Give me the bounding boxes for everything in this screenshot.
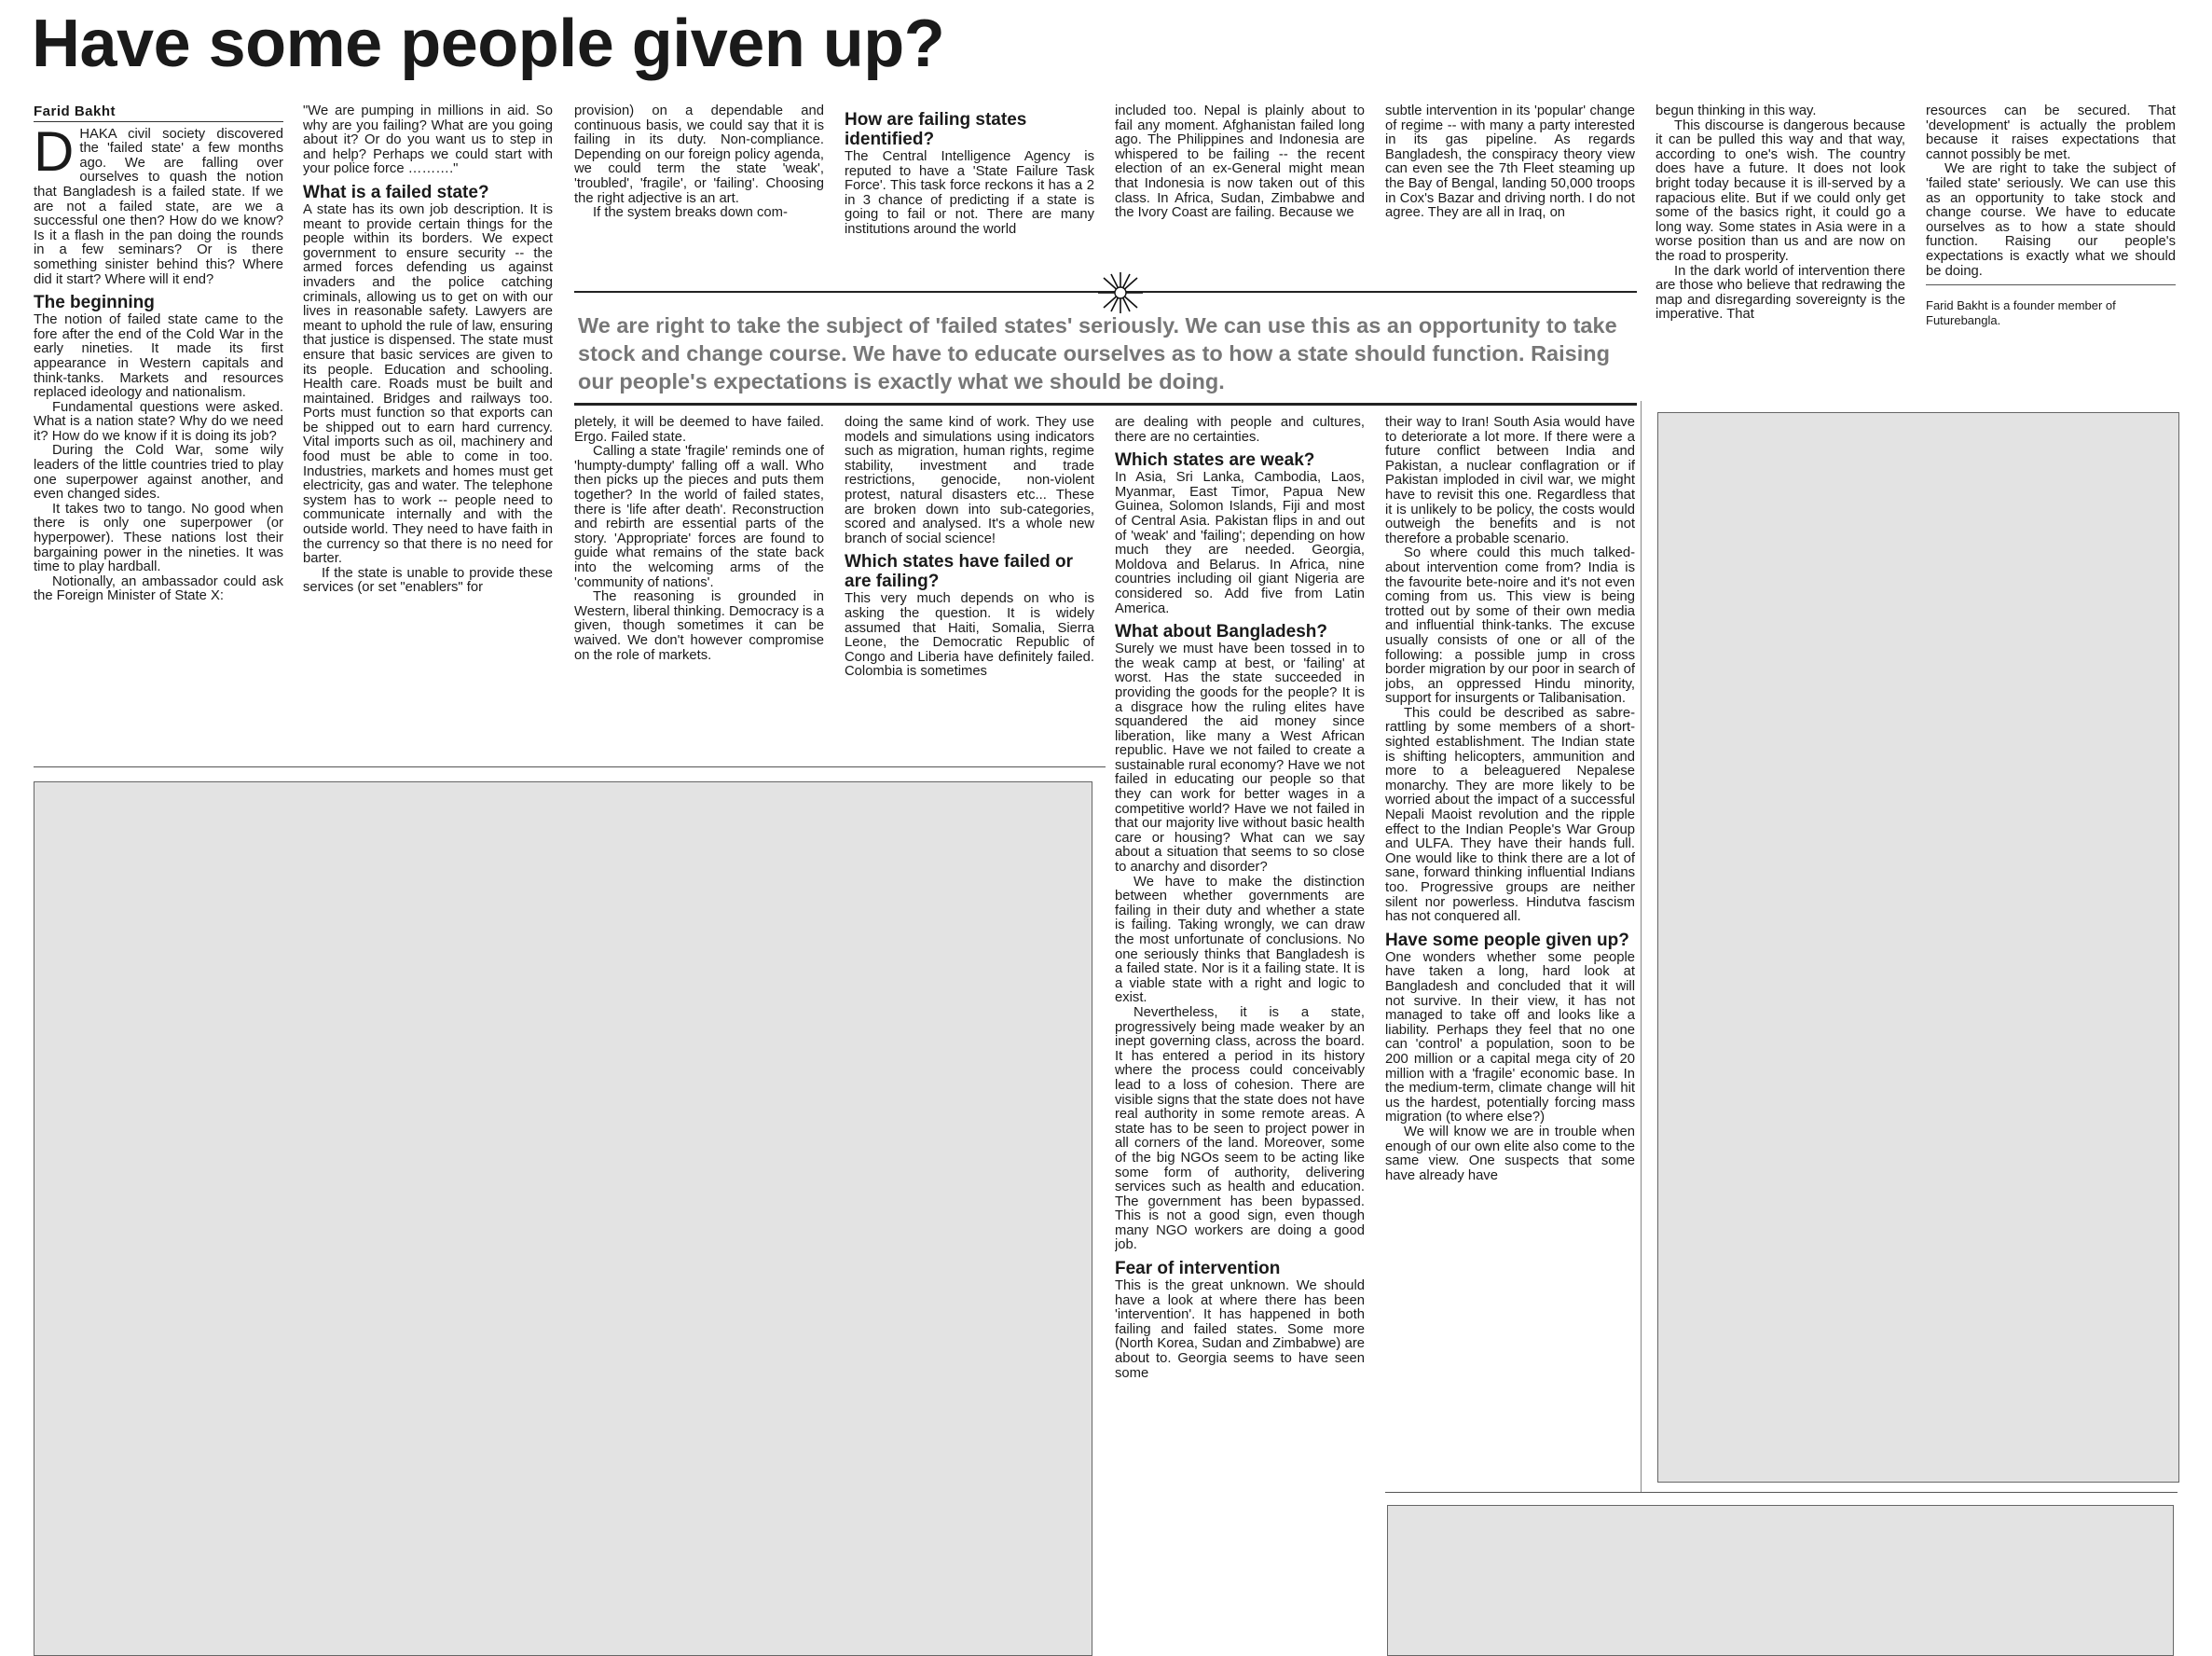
column-divider <box>1641 401 1642 1492</box>
paragraph: The Central Intelligence Agency is reputed to have a 'State Failure Task Force'. This task force reckons it has a 2 in 3 chance of predicting if a state is going to fail or not. There are many institutions around the world <box>845 149 1094 237</box>
paragraph: This very much depends on who is asking the question. It is widely assumed that Haiti, Somalia, Sierra Leone, the Democratic Republic of Congo and Liberia have definitely failed. Colombia is sometimes <box>845 591 1094 680</box>
paragraph: Fundamental questions were asked. What is a nation state? Why do we need it? How do we know if it is doing its job? <box>34 399 283 444</box>
paragraph: The notion of failed state came to the fore after the end of the Cold War in the early nineties. It made its first appearance in Western capitals and think-tanks. Markets and resources replaced ideology and nationalism. <box>34 312 283 401</box>
paragraph: In Asia, Sri Lanka, Cambodia, Laos, Myanmar, East Timor, Papua New Guinea, Solomon Islands, Fiji and most of Central Asia. Pakistan flips in and out of 'weak' and 'failing'; depending on how much they are needed. Georgia, Moldova and Belarus. In Africa, nine countries including oil giant Nigeria are considered so. Add five from Latin America. <box>1115 470 1365 616</box>
subhead: Which states are weak? <box>1115 450 1315 471</box>
subhead: What is a failed state? <box>303 182 489 202</box>
subhead: How are failing states identified? <box>845 110 1027 149</box>
paragraph: pletely, it will be deemed to have failed. Ergo. Failed state. <box>574 416 824 445</box>
paragraph: Notionally, an ambassador could ask the Foreign Minister of State X: <box>34 573 283 604</box>
image-placeholder-right <box>1657 412 2179 1483</box>
pullquote-rule-bottom <box>574 403 1637 406</box>
paragraph: Calling a state 'fragile' reminds one of 'humpty-dumpty' falling off a wall. Who then picks up the pieces and puts them together? In the world of failed states, there is 'life after death'. Reconstruction and rebirth are essential parts of the story. 'Appropriate' forces are found to guide what remains of the state back into the welcoming arms of the 'community of nations'. <box>574 444 824 590</box>
column-3-top <box>574 104 824 263</box>
paragraph: During the Cold War, some wily leaders of the little countries tried to play one superpower against another, and even changed sides. <box>34 443 283 503</box>
subhead: What about Bangladesh? <box>1115 622 1327 642</box>
paragraph: We are right to take the subject of 'failed state' seriously. We can use this as an opportunity to take stock and change course. We have to educate ourselves as to how a state should function. Raising our people's expectations is exactly what we should be doing. <box>1926 161 2176 279</box>
bottom-right-rule <box>1385 1492 2178 1493</box>
column-6-top <box>1385 104 1635 263</box>
paragraph: HAKA civil society discovered the 'failed state' a few months ago. We are falling over ourselves to quash the notion that Bangladesh is a failed state. If we are not a failed state, are we a successful one then? How do we know? Is it a flash in the pan doing the rounds in a few seminars? Or is there something sinister behind this? Where did it start? Where will it end? <box>34 126 283 287</box>
paragraph: doing the same kind of work. They use models and simulations using indicators such as migration, human rights, regime stability, investment and trade restrictions, genocide, non-violent protest, natural disasters etc... These are broken down into sub-categories, scored and analysed. It's a whole new branch of social science! <box>845 416 1094 546</box>
paragraph: are dealing with people and cultures, there are no certainties. <box>1115 416 1365 445</box>
pull-quote: We are right to take the subject of 'failed states' seriously. We can use this as an opportunity to take stock and change course. We have to educate ourselves as to how a state should function. Raising our people's expectations is exactly what we should be doing. <box>578 313 1617 393</box>
paragraph: subtle intervention in its 'popular' change of regime -- with many a party interested in its gas pipeline. As regards Bangladesh, the conspiracy theory view can even see the 7th Fleet steaming up the Bay of Bengal, landing 50,000 troops in Cox's Bazar and driving north. I do not agree. They are all in Iraq, on <box>1385 104 1635 221</box>
paragraph: The reasoning is grounded in Western, liberal thinking. Democracy is a given, though sometimes it can be waived. We don't however compromise on the role of markets. <box>574 589 824 663</box>
paragraph: This discourse is dangerous because it can be pulled this way and that way, according to one's wish. The country does have a future. It does not look bright today because it is ill-served by a rapacious elite. But if we could only get some of the basics right, it could go a long way. Some states in Asia were in a worse position than us and are now on the road to prosperity. <box>1656 117 1905 264</box>
image-placeholder-bottom <box>1387 1505 2174 1656</box>
paragraph: We will know we are in trouble when enough of our own elite also come to the same view. One suspects that some have already have <box>1385 1124 1635 1183</box>
paragraph: If the state is unable to provide these services (or set "enablers" for <box>303 565 553 596</box>
column-1 <box>34 104 283 765</box>
section-rule <box>34 766 1106 767</box>
paragraph: "We are pumping in millions in aid. So why are you failing? What are you going about it? Or do you want us to step in and help? Perhaps we could start with your police force ………." <box>303 104 553 177</box>
paragraph: This is the great unknown. We should have a look at where there has been 'intervention'. It has happened in both failing and failed states. Some more (North Korea, Sudan and Zimbabwe) are about to. Georgia seems to have seen some <box>1115 1278 1365 1381</box>
paragraph: provision) on a dependable and continuous basis, we could say that it is failing in its duty. Non-compliance. Depending on our foreign policy agenda, we could term the state 'weak', 'troubled', 'fragile', or 'failing'. Choosing the right adjective is an art. <box>574 104 824 206</box>
paragraph: Surely we must have been tossed in to the weak camp at best, or 'failing' at worst. Has the state succeeded in providing the goods for the people? It is a disgrace how the ruling elites have squandered the aid money since liberation, like many a West African republic. Have we not failed to create a sustainable rural economy? Have we not failed in educating our people so that they can work for better wages in a competitive world? Have we not failed in that our majority live without basic health care or housing? What can we say about a situation that seems to so close to anarchy and disorder? <box>1115 642 1365 876</box>
headline: Have some people given up? <box>32 7 945 81</box>
drop-cap: D <box>34 119 75 183</box>
byline: Farid Bakht <box>34 104 283 122</box>
paragraph: resources can be secured. That 'development' is actually the problem because it raises expectations that cannot possibly be met. <box>1926 104 2176 162</box>
column-5-bottom <box>1115 416 1365 1656</box>
paragraph: In the dark world of intervention there are those who believe that redrawing the map and disregarding sovereignty is the imperative. That <box>1656 263 1905 323</box>
column-5-top <box>1115 104 1365 263</box>
paragraph: A state has its own job description. It is meant to provide certain things for the people within its borders. We expect government to ensure security -- the armed forces defending us against invaders and the police catching criminals, allowing us to get on with our lives in reasonable safety. Lawyers are meant to uphold the rule of law, ensuring that justice is dispensed. The state must ensure that basic services are given to its people. Education and schooling. Health care. Roads must be built and maintained. Bridges and railways too. Ports must function so that exports can be shipped out to earn hard currency. Vital imports such as oil, machinery and food must be able to come in too. Industries, markets and homes must get electricity, gas and water. The telephone system has to work -- people need to communicate internally and with the outside world. They need to have faith in the currency so that there is no need for barter. <box>303 201 553 567</box>
column-4-bottom <box>845 416 1094 765</box>
subhead: Have some people given up? <box>1385 930 1629 950</box>
author-note: Farid Bakht is a founder member of Futurebangla. <box>1926 284 2176 328</box>
paragraph: This could be described as sabre-rattling by some members of a short-sighted establishment. The Indian state is shifting helicopters, ammunition and more to a beleaguered Nepalese monarchy. They are more likely to be worried about the impact of a successful Nepali Maoist revolution and the ripple effect to the Indian People's War Group and ULFA. They have their hands full. One would like to think there are a lot of sane, forward thinking influential Indians too. Progressive groups are neither silent nor powerless. Hindutva fascism has not conquered all. <box>1385 705 1635 925</box>
paragraph: One wonders whether some people have taken a long, hard look at Bangladesh and concluded that it will not survive. In their view, it has not managed to take off and looks like a liability. Perhaps they feel that no one can 'control' a population, soon to be 200 million or a capital mega city of 20 million with a 'fragile' economic base. In the medium-term, climate change will hit us the hardest, potentially forcing mass migration (to where else?) <box>1385 949 1635 1125</box>
column-4-top <box>845 104 1094 263</box>
column-3-bottom <box>574 416 824 765</box>
column-8 <box>1926 104 2176 393</box>
image-placeholder-left <box>34 781 1092 1656</box>
paragraph: It takes two to tango. No good when there is only one superpower (or hyperpower). These nations lost their bargaining power in the nineties. It was time to play hardball. <box>34 501 283 575</box>
subhead: Which states have failed or are failing? <box>845 552 1073 592</box>
paragraph: their way to Iran! South Asia would have to deteriorate a lot more. If there were a future conflict between India and Pakistan, a nuclear conflagration or if Pakistan imploded in civil war, we might have to revisit this one. Regardless that it is unlikely to be policy, the costs would outweigh the benefits and is not therefore a probable scenario. <box>1385 416 1635 546</box>
paragraph: We have to make the distinction between whether governments are failing in their duty and whether a state is failing. Taking wrongly, we can draw the most unfortunate of conclusions. No one seriously thinks that Bangladesh is a failed state. Nor is it a failing state. It is a viable state with a right and logic to exist. <box>1115 874 1365 1006</box>
paragraph: begun thinking in this way. <box>1656 104 1817 118</box>
column-6-bottom <box>1385 416 1635 1486</box>
paragraph: So where could this much talked-about intervention come from? India is the favourite bete-noire and it's not even coming from us. This view is being trotted out by some of their own media and influential think-tanks. The excuse usually consists of one or all of the following: a possible jump in cross border migration by our poor in search of jobs, an oppressed Hindu minority, support for insurgents or Talibanisation. <box>1385 545 1635 707</box>
paragraph: Nevertheless, it is a state, progressively being made weaker by an inept governing class, across the board. It has entered a period in its history where the process could conceivably lead to a loss of cohesion. There are visible signs that the state does not have real authority in some remote areas. A state has to be seen to project power in all corners of the land. Moreover, some of the big NGOs seem to be acting like some form of authority, delivering services such as health and education. The government has been bypassed. This is not a good sign, even though many NGO workers are doing a good job. <box>1115 1004 1365 1253</box>
column-2 <box>303 104 553 765</box>
subhead: The beginning <box>34 293 155 313</box>
column-7 <box>1656 104 1905 390</box>
paragraph: If the system breaks down com- <box>593 205 788 221</box>
burst-icon <box>1092 270 1148 315</box>
subhead: Fear of intervention <box>1115 1259 1281 1279</box>
paragraph: included too. Nepal is plainly about to fail any moment. Afghanistan failed long ago. The Philippines and Indonesia are whispered to be failing -- the recent election of an ex-General might mean that Indonesia is now taken out of this class. In Africa, Sudan, Zimbabwe and the Ivory Coast are failing. Because we <box>1115 104 1365 221</box>
